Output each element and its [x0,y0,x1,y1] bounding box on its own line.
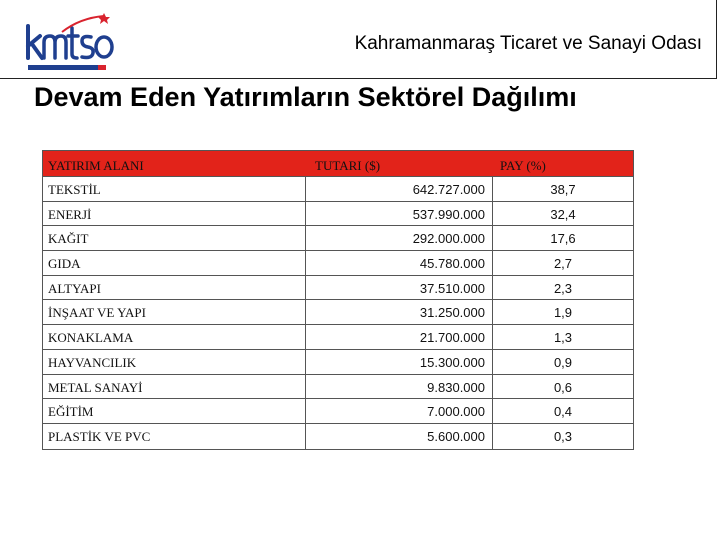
investment-amount: 45.780.000 [419,256,485,272]
sector-name: HAYVANCILIK [48,354,137,370]
share-percent: 38,7 [550,182,576,197]
investment-amount: 642.727.000 [412,182,485,197]
investment-amount: 292.000.000 [412,231,485,247]
table-row [43,375,633,400]
organization-name: Kahramanmaraş Ticaret ve Sanayi Odası [354,33,702,54]
page-title: Devam Eden Yatırımların Sektörel Dağılımı [34,82,577,112]
table-row [43,325,633,350]
investment-table [42,150,634,450]
share-percent: 0,9 [553,354,573,370]
share-percent: 0,4 [553,404,573,420]
investment-amount: 5.600.000 [427,428,485,444]
share-percent: 0,6 [553,379,573,395]
investment-amount: 537.990.000 [412,206,485,222]
sector-name: KAĞIT [48,231,89,247]
table-row [43,424,633,449]
table-row [43,276,633,301]
investment-amount: 15.300.000 [419,354,485,370]
share-percent: 1,3 [553,330,573,346]
sector-name: GIDA [48,256,81,272]
share-percent: 32,4 [550,206,576,222]
investment-amount: 7.000.000 [427,404,485,420]
table-row [43,177,633,202]
share-percent: 2,3 [553,280,573,296]
table-row [43,226,633,251]
sector-name: ENERJİ [48,206,92,222]
share-percent: 17,6 [550,231,576,247]
sector-name: METAL SANAYİ [48,379,143,395]
sector-name: TEKSTİL [48,182,101,197]
sector-name: EĞİTİM [48,404,94,420]
investment-amount: 37.510.000 [419,280,485,296]
investment-amount: 9.830.000 [427,379,485,395]
investment-amount: 31.250.000 [419,305,485,321]
column-header-area: YATIRIM ALANI [48,158,144,173]
header-bar [0,0,717,79]
sector-name: KONAKLAMA [48,330,134,346]
share-percent: 1,9 [553,305,573,321]
sector-name: ALTYAPI [48,280,101,296]
sector-name: PLASTİK VE PVC [48,428,151,444]
column-header-amount: TUTARI ($) [315,158,381,173]
table-row [43,350,633,375]
table-body [43,177,633,449]
table-header-row [43,151,633,177]
share-percent: 0,3 [553,428,573,444]
investment-amount: 21.700.000 [419,330,485,346]
table-row [43,300,633,325]
table-row [43,202,633,227]
column-header-share: PAY (%) [500,158,546,173]
kmtso-logo [22,12,114,74]
share-percent: 2,7 [553,256,573,272]
sector-name: İNŞAAT VE YAPI [48,305,146,321]
table-row [43,251,633,276]
table-row [43,399,633,424]
